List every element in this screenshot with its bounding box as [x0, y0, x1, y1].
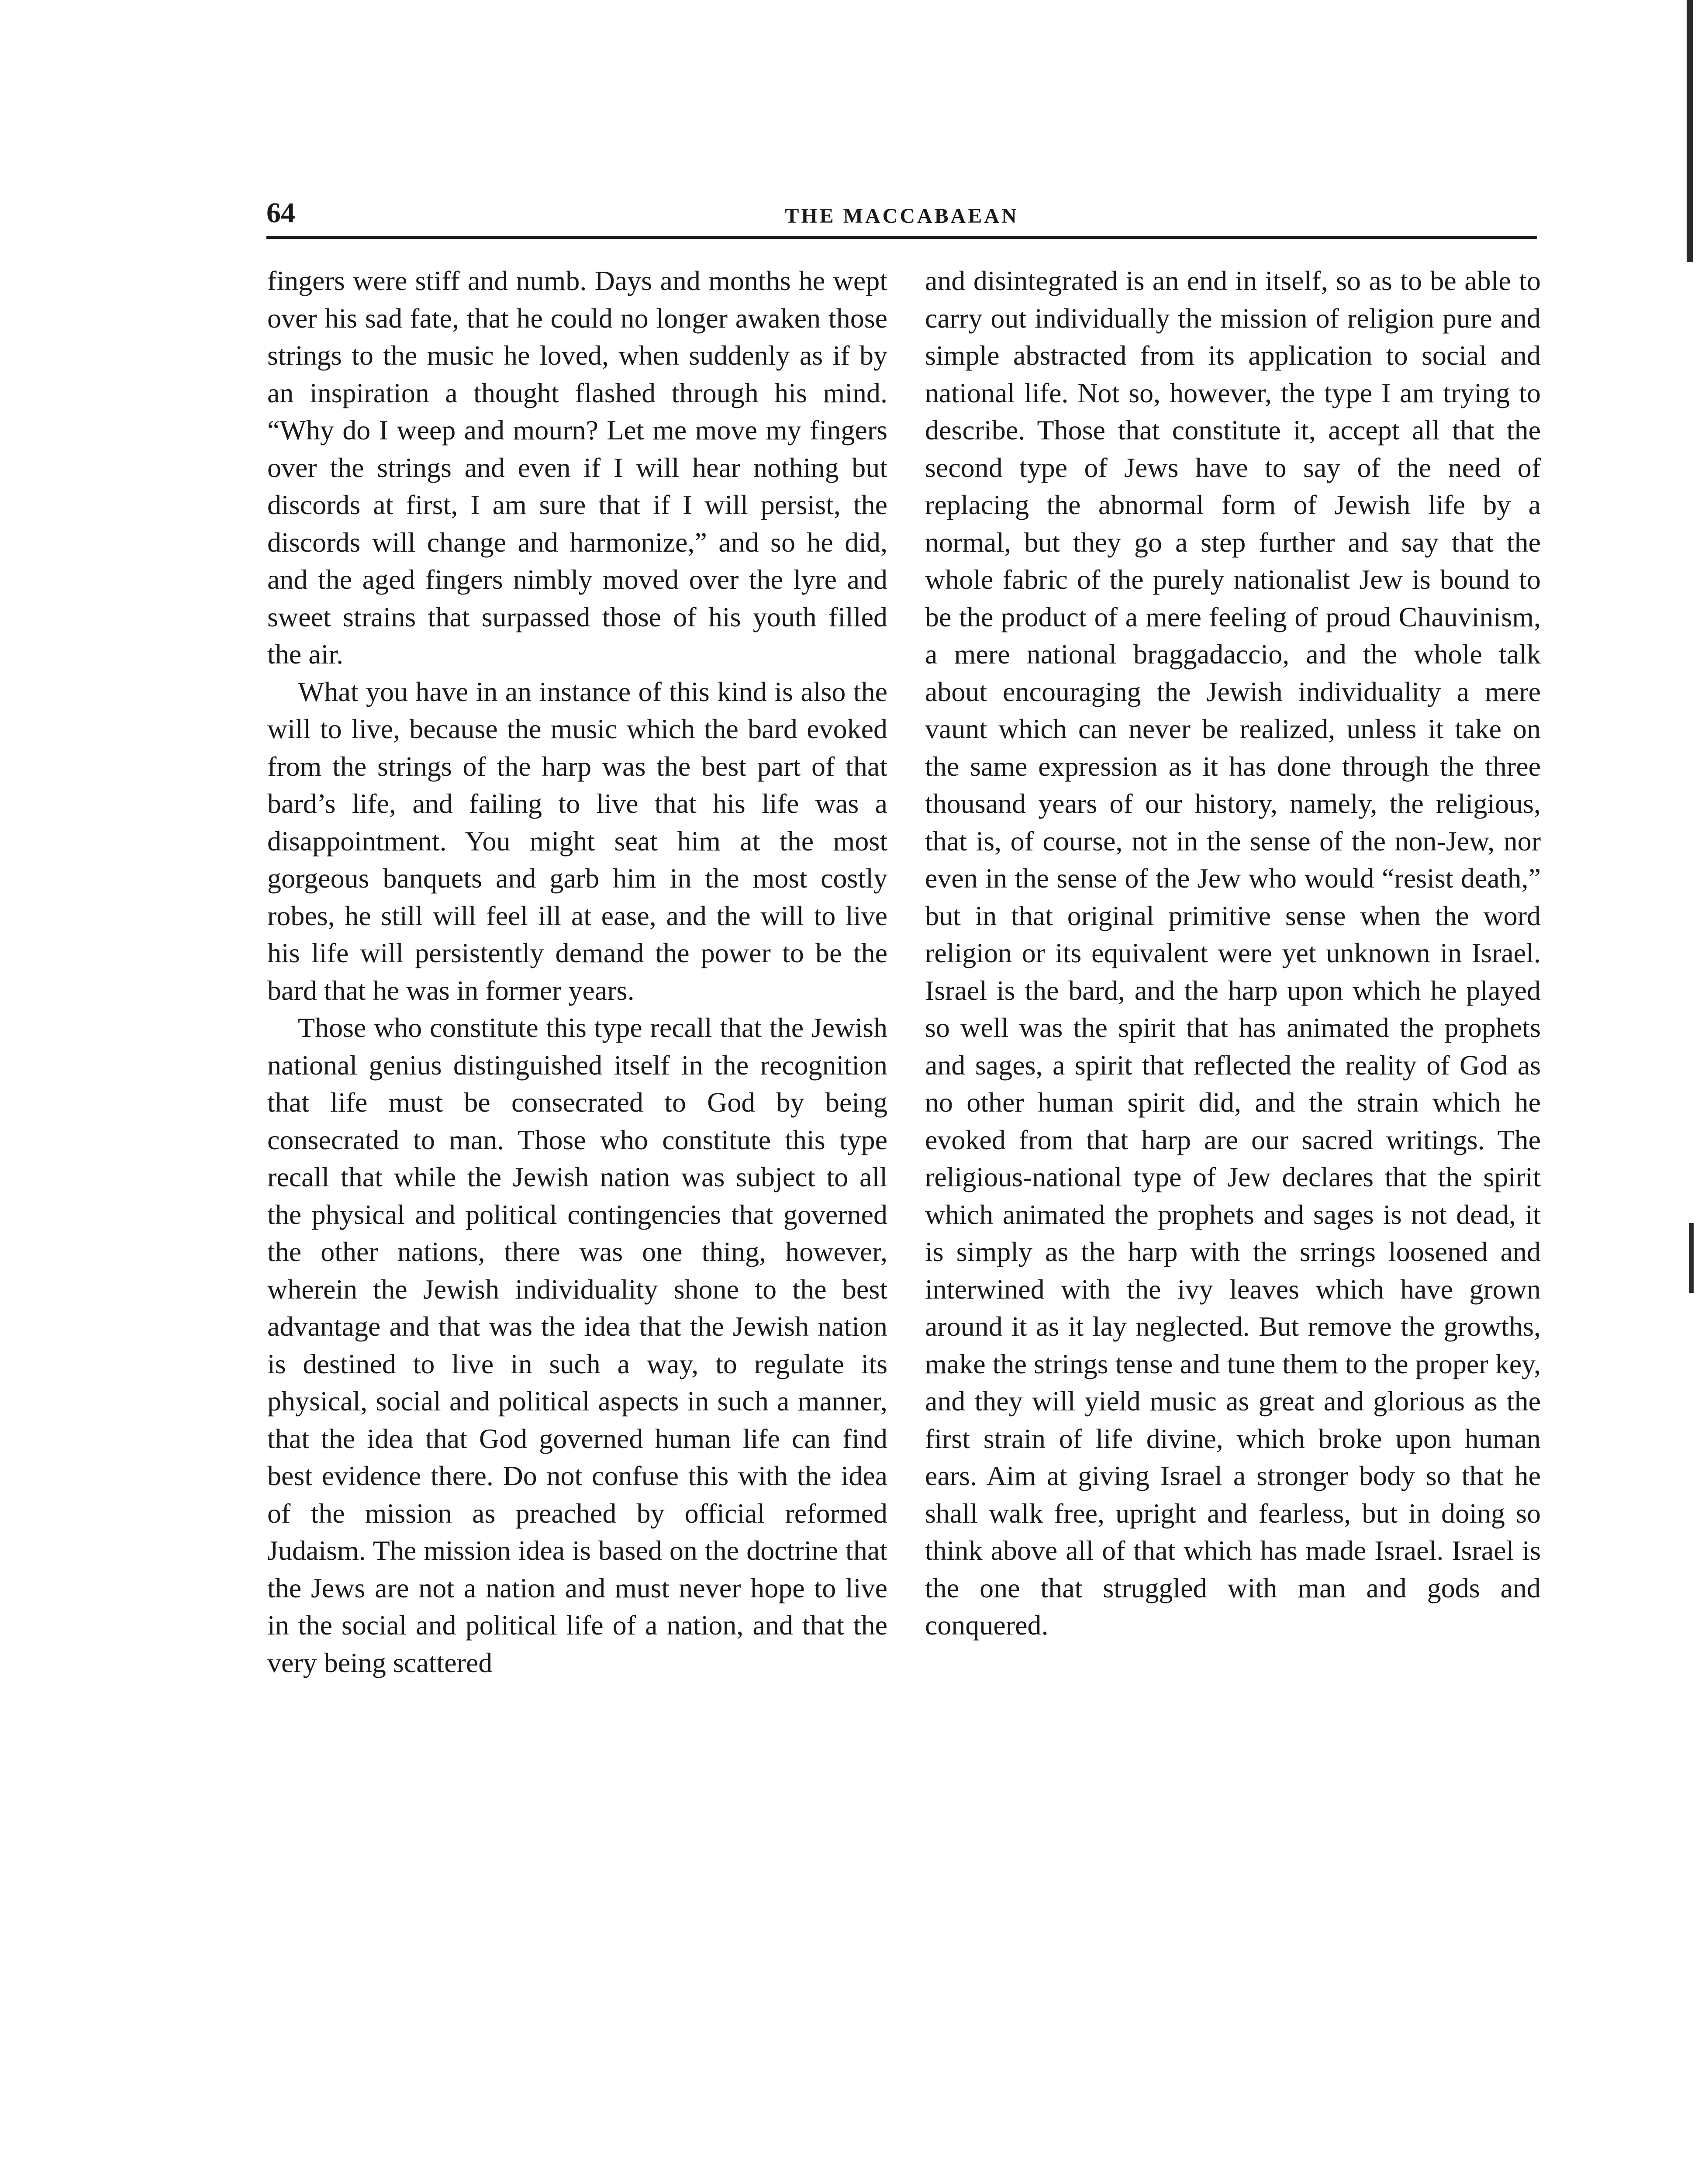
scan-edge-mark [1687, 0, 1693, 262]
paragraph: fingers were stiff and numb. Days and months he wept over his sad fate, that he could no longer awaken those strings to the music he loved, when suddenly as if by an inspiration a thought flashed through his mind. “Why do I weep and mourn? Let me move my fingers over the strings and even if I will hear nothing but discords at first, I am sure that if I will persist, the discords will change and harmonize,” and so he did, and the aged fingers nimbly moved over the lyre and sweet strains that surpassed those of his youth filled the air. [267, 265, 887, 670]
left-column [267, 262, 887, 1681]
paragraph: and disintegrated is an end in itself, so as to be able to carry out individually the mission of religion pure and simple abstracted from its application to social and national life. Not so, however, the type I am trying to describe. Those that constitute it, accept all that the second type of Jews have to say of the need of replacing the abnormal form of Jewish life by a normal, but they go a step further and say that the whole fabric of the purely nationalist Jew is bound to be the product of a mere feeling of proud Chauvinism, a mere national braggadaccio, and the whole talk about encouraging the Jewish individuality a mere vaunt which can never be realized, unless it take on the same expression as it has done through the three thousand years of our history, namely, the religious, that is, of course, not in the sense of the non-Jew, nor even in the sense of the Jew who would “resist death,” but in that original primitive sense when the word religion or its equivalent were yet unknown in Israel. Israel is the bard, and the harp upon which he played so well was the spirit that has animated the prophets and sages, a spirit that reflected the reality of God as no other human spirit did, and the strain which he evoked from that harp are our sacred writings. The religious-national type of Jew declares that the spirit which animated the prophets and sages is not dead, it is simply as the harp with the srrings loosened and interwined with the ivy leaves which have grown around it as it lay neglected. But remove the growths, make the strings tense and tune them to the proper key, and they will yield music as great and glorious as the first strain of life divine, which broke upon human ears. Aim at giving Israel a stronger body so that he shall walk free, upright and fearless, but in doing so think above all of that which has made Israel. Israel is the one that struggled with man and gods and conquered. [925, 265, 1541, 1641]
right-column [925, 262, 1541, 1644]
paragraph: What you have in an instance of this kind is also the will to live, because the music which the bard evoked from the strings of the harp was the best part of that bard’s life, and failing to live that his life was a disappointment. You might seat him at the most gorgeous banquets and garb him in the most costly robes, he still will feel ill at ease, and the will to live his life will persistently demand the power to be the bard that he was in former years. [267, 676, 887, 1006]
running-title: THE MACCABAEAN [785, 204, 1019, 228]
page-number: 64 [266, 197, 295, 229]
scan-edge-mark [1689, 1223, 1694, 1293]
page-header [266, 188, 1537, 239]
paragraph: Those who constitute this type recall that the Jewish national genius distinguished itself in the recognition that life must be consecrated to God by being consecrated to man. Those who constitute this type recall that while the Jewish nation was subject to all the physical and political contingencies that governed the other nations, there was one thing, however, wherein the Jewish individuality shone to the best advantage and that was the idea that the Jewish nation is destined to live in such a way, to regulate its physical, social and political aspects in such a manner, that the idea that God governed human life can find best evidence there. Do not confuse this with the idea of the mission as preached by official reformed Judaism. The mission idea is based on the doctrine that the Jews are not a nation and must never hope to live in the social and political life of a nation, and that the very being scattered [267, 1012, 887, 1678]
